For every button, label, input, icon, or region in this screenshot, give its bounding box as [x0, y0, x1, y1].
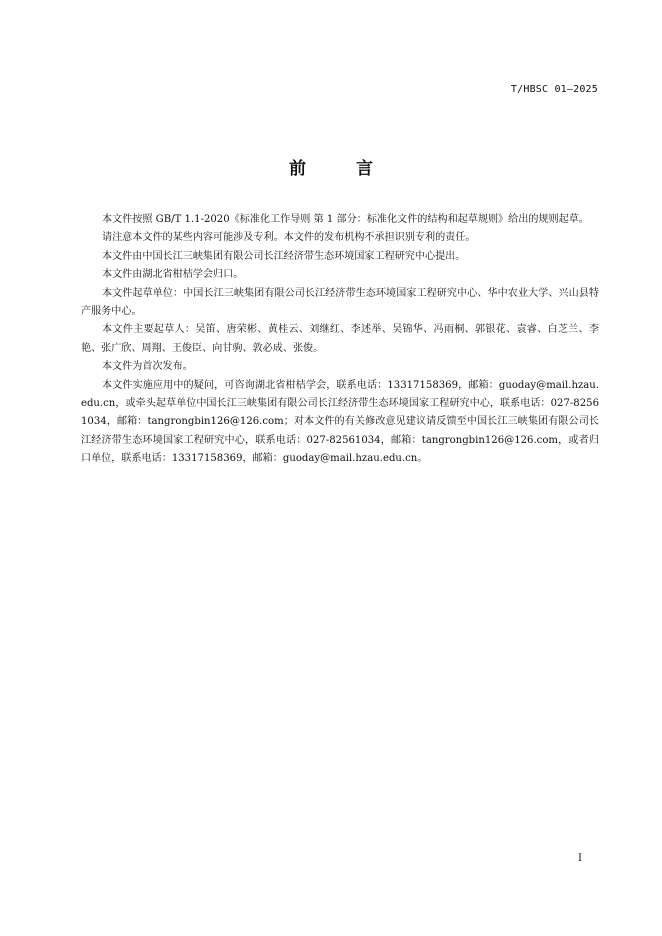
document-code: T/HBSC 01—2025	[510, 84, 598, 95]
paragraph-drafting-rules: 本文件按照 GB/T 1.1-2020《标准化工作导则 第 1 部分：标准化文件的结构和起草规则》给出的规则起草。	[102, 214, 589, 225]
paragraph-contact-info: 本文件实施应用中的疑问，可咨询湖北省柑桔学会，联系电话：13317158369，邮箱：guoday@mail.hzau.edu.cn，或牵头起草单位中国长江三峡集团有限公司长江经济带生态环境国家工程研究中心，联系电话：027-82561034，邮箱：tangrongbin126@126.com；对本文件的有关修改意见建议请反馈至中国长江三峡集团有限公司长江经济带生态环境国家工程研究中心，联系电话：027-82561034，邮箱：tangrongbin126@126.com，或者归口单位，联系电话：13317158369，邮箱：guoday@mail.hzau.edu.cn。	[81, 379, 599, 465]
paragraph-drafting-units: 本文件起草单位：中国长江三峡集团有限公司长江经济带生态环境国家工程研究中心、华中农业大学、兴山县特产服务中心。	[81, 287, 599, 318]
foreword-body	[81, 211, 599, 469]
paragraph-centralized-unit: 本文件由湖北省柑桔学会归口。	[102, 269, 244, 281]
page-title: 前 言	[289, 159, 395, 179]
page-number: I	[578, 853, 582, 864]
paragraph-drafters: 本文件主要起草人：吴笛、唐荣彬、黄桂云、刘继红、李述举、吴锦华、冯雨桐、郭银花、袁睿、白芝兰、李艳、张广欣、周翔、王俊臣、向甘驹、敦必成、张俊。	[81, 324, 599, 354]
paragraph-patent-notice: 请注意本文件的某些内容可能涉及专利。本文件的发布机构不承担识别专利的责任。	[102, 232, 476, 244]
paragraph-proposer: 本文件由中国长江三峡集团有限公司长江经济带生态环境国家工程研究中心提出。	[102, 250, 466, 262]
paragraph-first-release: 本文件为首次发布。	[102, 361, 193, 373]
